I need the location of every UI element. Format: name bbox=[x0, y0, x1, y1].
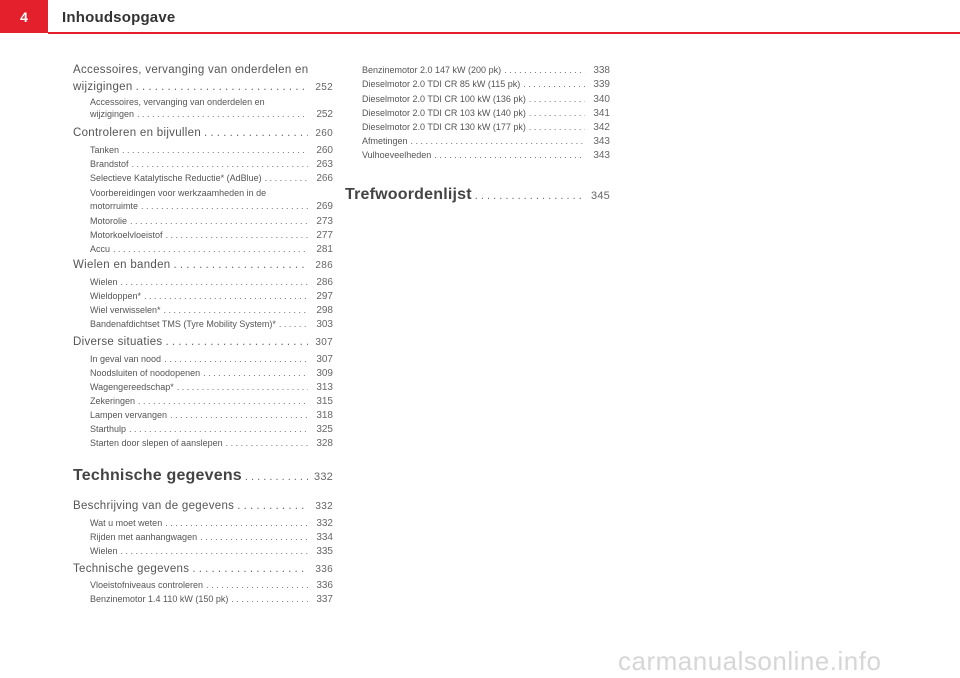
toc-page-number: 328 bbox=[316, 438, 333, 449]
toc-item-label: Wagengereedschap* bbox=[90, 382, 174, 392]
toc-page-number: 307 bbox=[316, 354, 333, 365]
toc-item[interactable] bbox=[345, 94, 610, 105]
toc-chapter-trefwoordenlijst[interactable] bbox=[345, 186, 610, 204]
toc-section-label: Diverse situaties bbox=[73, 336, 163, 348]
leader-dots bbox=[138, 396, 308, 406]
toc-page-number: 340 bbox=[593, 94, 610, 105]
leader-dots bbox=[265, 173, 308, 183]
toc-page-number: 260 bbox=[315, 128, 333, 139]
leader-dots bbox=[279, 319, 308, 329]
toc-item[interactable] bbox=[73, 594, 333, 605]
toc-page-number: 336 bbox=[315, 564, 333, 575]
toc-page-number: 303 bbox=[316, 319, 333, 330]
toc-item[interactable] bbox=[73, 216, 333, 227]
toc-item[interactable] bbox=[73, 230, 333, 241]
toc-item[interactable] bbox=[73, 580, 333, 591]
toc-section-label: Controleren en bijvullen bbox=[73, 127, 202, 139]
page-header bbox=[0, 0, 960, 35]
toc-item-label: Benzinemotor 2.0 147 kW (200 pk) bbox=[362, 65, 502, 75]
leader-dots bbox=[170, 410, 308, 420]
leader-dots bbox=[132, 159, 308, 169]
leader-dots bbox=[166, 230, 308, 240]
leader-dots bbox=[144, 291, 308, 301]
toc-item[interactable] bbox=[73, 319, 333, 330]
leader-dots bbox=[411, 136, 585, 146]
toc-page-number: 277 bbox=[316, 230, 333, 241]
leader-dots bbox=[529, 94, 585, 104]
toc-page-number: 343 bbox=[593, 136, 610, 147]
toc-item[interactable] bbox=[73, 159, 333, 170]
toc-item[interactable] bbox=[345, 150, 610, 161]
toc-section-label: Beschrijving van de gegevens bbox=[73, 500, 235, 512]
toc-section-beschrijving[interactable] bbox=[73, 500, 333, 512]
leader-dots bbox=[141, 201, 308, 211]
leader-dots bbox=[504, 65, 585, 75]
leader-dots bbox=[237, 500, 308, 512]
toc-item-label: Motorolie bbox=[90, 216, 128, 226]
toc-item[interactable] bbox=[73, 354, 333, 365]
toc-page-number: 297 bbox=[316, 291, 333, 302]
toc-chapter-technische-gegevens[interactable] bbox=[73, 467, 333, 485]
page-title: Inhoudsopgave bbox=[62, 9, 176, 26]
toc-item-label: Accu bbox=[90, 244, 111, 254]
toc-item[interactable] bbox=[345, 136, 610, 147]
toc-page-number: 263 bbox=[316, 159, 333, 170]
toc-page-number: 307 bbox=[315, 337, 333, 348]
toc-page-number: 298 bbox=[316, 305, 333, 316]
leader-dots bbox=[204, 127, 308, 139]
toc-page-number: 281 bbox=[316, 244, 333, 255]
toc-item-label: Zekeringen bbox=[90, 396, 136, 406]
toc-item[interactable] bbox=[73, 368, 333, 379]
toc-item-label: Dieselmotor 2.0 TDI CR 130 kW (177 pk) bbox=[362, 122, 526, 132]
toc-item[interactable] bbox=[73, 424, 333, 435]
leader-dots bbox=[165, 518, 308, 528]
watermark: carmanualsonline.info bbox=[618, 646, 882, 676]
toc-page-number: 313 bbox=[316, 382, 333, 393]
toc-section-accessoires-line1[interactable]: Accessoires, vervanging van onderdelen en bbox=[73, 64, 309, 76]
toc-item[interactable] bbox=[73, 305, 333, 316]
toc-item-label: Motorkoelvloeistof bbox=[90, 230, 163, 240]
toc-page-number: 325 bbox=[316, 424, 333, 435]
leader-dots bbox=[206, 580, 308, 590]
leader-dots bbox=[121, 277, 308, 287]
toc-item-label: Tanken bbox=[90, 145, 120, 155]
toc-item-label: Rijden met aanhangwagen bbox=[90, 532, 198, 542]
leader-dots bbox=[164, 354, 308, 364]
leader-dots bbox=[165, 336, 308, 348]
toc-item-label: Lampen vervangen bbox=[90, 410, 168, 420]
leader-dots bbox=[203, 368, 308, 378]
toc-sub-accessoires-line1[interactable]: Accessoires, vervanging van onderdelen en bbox=[90, 97, 265, 107]
toc-item-label: Wielen bbox=[90, 277, 118, 287]
leader-dots bbox=[200, 532, 308, 542]
leader-dots bbox=[529, 108, 585, 118]
toc-item[interactable] bbox=[73, 546, 333, 557]
toc-item-label: Dieselmotor 2.0 TDI CR 103 kW (140 pk) bbox=[362, 108, 526, 118]
toc-page-number: 286 bbox=[316, 277, 333, 288]
leader-dots bbox=[245, 471, 308, 483]
toc-page-number: 252 bbox=[315, 82, 333, 93]
toc-item-label: Vulhoeveelheden bbox=[362, 150, 432, 160]
toc-item-label: Noodsluiten of noodopenen bbox=[90, 368, 201, 378]
toc-item-label: Bandenafdichtset TMS (Tyre Mobility System)* bbox=[90, 319, 276, 329]
toc-item[interactable] bbox=[73, 291, 333, 302]
toc-chapter-label: Technische gegevens bbox=[73, 467, 242, 484]
toc-item-label: Afmetingen bbox=[362, 136, 408, 146]
toc-page-number: 345 bbox=[591, 190, 610, 202]
toc-section-controleren[interactable] bbox=[73, 127, 333, 139]
leader-dots bbox=[164, 305, 308, 315]
toc-section-label: Wielen en banden bbox=[73, 259, 171, 271]
toc-item[interactable] bbox=[73, 396, 333, 407]
toc-item-label: wijzigingen bbox=[90, 109, 135, 119]
toc-item[interactable] bbox=[73, 201, 333, 212]
toc-page-number: 341 bbox=[593, 108, 610, 119]
leader-dots bbox=[434, 150, 585, 160]
toc-page-number: 339 bbox=[593, 79, 610, 90]
header-divider bbox=[48, 32, 960, 34]
toc-item-label: motorruimte bbox=[90, 201, 139, 211]
toc-item[interactable] bbox=[73, 382, 333, 393]
toc-section-label: Technische gegevens bbox=[73, 563, 190, 575]
toc-page-number: 336 bbox=[316, 580, 333, 591]
leader-dots bbox=[231, 594, 308, 604]
leader-dots bbox=[137, 109, 308, 119]
leader-dots bbox=[174, 259, 308, 271]
leader-dots bbox=[130, 216, 308, 226]
toc-item-label: Dieselmotor 2.0 TDI CR 85 kW (115 pk) bbox=[362, 79, 521, 89]
leader-dots bbox=[122, 145, 308, 155]
toc-page-number: 252 bbox=[316, 109, 333, 120]
toc-sub-accessoires[interactable] bbox=[73, 109, 333, 120]
toc-page-number: 342 bbox=[593, 122, 610, 133]
toc-item-label: Brandstof bbox=[90, 159, 129, 169]
toc-item[interactable] bbox=[73, 173, 333, 184]
toc-page-number: 337 bbox=[316, 594, 333, 605]
toc-page-number: 266 bbox=[316, 173, 333, 184]
toc-item[interactable] bbox=[73, 145, 333, 156]
toc-item-label: Starten door slepen of aanslepen bbox=[90, 438, 223, 448]
toc-item[interactable] bbox=[73, 518, 333, 529]
toc-item-label: Starthulp bbox=[90, 424, 127, 434]
toc-item[interactable] bbox=[73, 532, 333, 543]
toc-item-label: Wat u moet weten bbox=[90, 518, 163, 528]
toc-item-label: Dieselmotor 2.0 TDI CR 100 kW (136 pk) bbox=[362, 94, 526, 104]
toc-item[interactable] bbox=[345, 108, 610, 119]
leader-dots bbox=[129, 424, 308, 434]
page-number: 4 bbox=[0, 0, 48, 33]
toc-page-number: 309 bbox=[316, 368, 333, 379]
toc-item[interactable] bbox=[345, 65, 610, 76]
leader-dots bbox=[192, 563, 308, 575]
toc-section-technische[interactable] bbox=[73, 563, 333, 575]
toc-item[interactable] bbox=[73, 410, 333, 421]
toc-item[interactable] bbox=[73, 244, 333, 255]
toc-item-label: Selectieve Katalytische Reductie* (AdBlue) bbox=[90, 173, 262, 183]
leader-dots bbox=[475, 190, 585, 202]
toc-item-label: Vloeistofniveaus controleren bbox=[90, 580, 204, 590]
toc-page-number: 343 bbox=[593, 150, 610, 161]
toc-page-number: 332 bbox=[316, 518, 333, 529]
leader-dots bbox=[226, 438, 308, 448]
toc-section-accessoires[interactable] bbox=[73, 81, 333, 93]
toc-item[interactable] bbox=[345, 122, 610, 133]
toc-item-label: Wielen bbox=[90, 546, 118, 556]
toc-page-number: 332 bbox=[314, 471, 333, 483]
leader-dots bbox=[136, 81, 308, 93]
toc-page-number: 335 bbox=[316, 546, 333, 557]
toc-item[interactable] bbox=[73, 277, 333, 288]
toc-chapter-label: Trefwoordenlijst bbox=[345, 186, 472, 203]
toc-page-number: 332 bbox=[315, 501, 333, 512]
toc-page-number: 269 bbox=[316, 201, 333, 212]
leader-dots bbox=[121, 546, 308, 556]
toc-item-label: Benzinemotor 1.4 110 kW (150 pk) bbox=[90, 594, 229, 604]
leader-dots bbox=[177, 382, 308, 392]
leader-dots bbox=[113, 244, 308, 254]
toc-item-voorbereiding-line1[interactable]: Voorbereidingen voor werkzaamheden in de bbox=[90, 188, 267, 198]
toc-section-wielen[interactable] bbox=[73, 259, 333, 271]
toc-page-number: 338 bbox=[593, 65, 610, 76]
toc-item[interactable] bbox=[345, 79, 610, 90]
toc-item-label: Wiel verwisselen* bbox=[90, 305, 161, 315]
toc-item-label: In geval van nood bbox=[90, 354, 162, 364]
leader-dots bbox=[523, 79, 585, 89]
toc-section-diverse[interactable] bbox=[73, 336, 333, 348]
toc-page-number: 318 bbox=[316, 410, 333, 421]
toc-page-number: 273 bbox=[316, 216, 333, 227]
leader-dots bbox=[529, 122, 585, 132]
toc-page-number: 286 bbox=[315, 260, 333, 271]
toc-section-label: wijzigingen bbox=[73, 81, 133, 93]
toc-page-number: 315 bbox=[316, 396, 333, 407]
toc-item-label: Wieldoppen* bbox=[90, 291, 142, 301]
toc-item[interactable] bbox=[73, 438, 333, 449]
toc-page-number: 260 bbox=[316, 145, 333, 156]
toc-page-number: 334 bbox=[316, 532, 333, 543]
